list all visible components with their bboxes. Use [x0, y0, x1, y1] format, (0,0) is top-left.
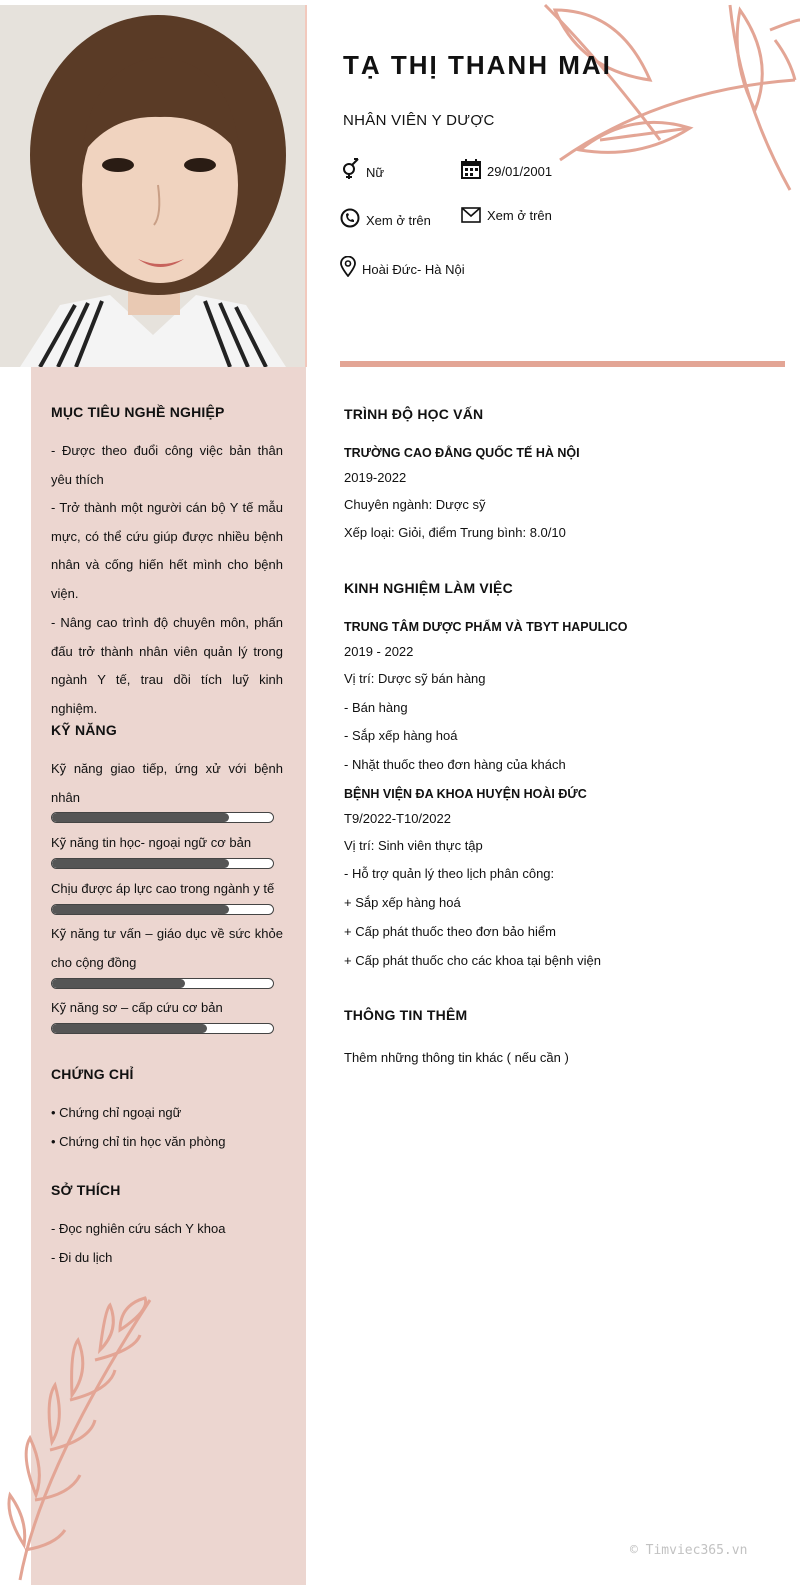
- email-info: [461, 207, 552, 223]
- leaf-decoration-top: [540, 0, 800, 200]
- email-value: Xem ở trên: [487, 207, 552, 223]
- job-title: NHÂN VIÊN Y DƯỢC: [343, 112, 495, 129]
- birthdate-info: [461, 158, 552, 179]
- phone-value: Xem ở trên: [366, 213, 431, 228]
- objective-line: - Trở thành một người cán bộ Y tế mẫu mực, có thể cứu giúp được nhiều bệnh nhân và cống hiến hết mình cho bệnh viện.: [51, 500, 283, 602]
- skill-bar-fill: [52, 1024, 207, 1033]
- leaf-decoration-bottom: [0, 1290, 160, 1585]
- envelope-icon: [461, 207, 481, 223]
- job-line: + Cấp phát thuốc cho các khoa tại bệnh viện: [344, 953, 601, 968]
- education-grade: Xếp loại: Giỏi, điểm Trung bình: 8.0/10: [344, 525, 566, 540]
- gender-value: Nữ: [366, 164, 385, 180]
- watermark: © Timviec365.vn: [630, 1543, 748, 1558]
- hobby-item: - Đọc nghiên cứu sách Y khoa: [51, 1221, 226, 1236]
- address-info: [340, 256, 465, 277]
- education-major: Chuyên ngành: Dược sỹ: [344, 497, 486, 512]
- education-school: TRƯỜNG CAO ĐẲNG QUỐC TẾ HÀ NỘI: [344, 446, 580, 460]
- skill-name: Kỹ năng tin học- ngoại ngữ cơ bản: [51, 835, 252, 850]
- skill-bar-fill: [52, 813, 229, 822]
- skill-name: Kỹ năng giao tiếp, ứng xử với bệnh nhân: [51, 761, 283, 805]
- skill-bar-fill: [52, 979, 185, 988]
- job-line: - Hỗ trợ quản lý theo lịch phân công:: [344, 866, 555, 881]
- objective-line: - Được theo đuổi công việc bản thân yêu thích: [51, 443, 283, 487]
- candidate-name: TẠ THỊ THANH MAI: [343, 50, 612, 80]
- certificate-item: • Chứng chỉ tin học văn phòng: [51, 1134, 226, 1149]
- job-company: TRUNG TÂM DƯỢC PHẨM VÀ TBYT HAPULICO: [344, 620, 628, 634]
- job-line: - Sắp xếp hàng hoá: [344, 728, 458, 743]
- job-line: Vị trí: Sinh viên thực tập: [344, 838, 483, 853]
- hobby-item: - Đi du lịch: [51, 1250, 113, 1265]
- job-line: + Sắp xếp hàng hoá: [344, 895, 461, 910]
- job-line: Vị trí: Dược sỹ bán hàng: [344, 671, 486, 686]
- certificate-item: • Chứng chỉ ngoại ngữ: [51, 1105, 182, 1120]
- job-period: T9/2022-T10/2022: [344, 811, 451, 826]
- skill-bar: [51, 904, 274, 915]
- job-line: - Nhặt thuốc theo đơn hàng của khách: [344, 757, 566, 772]
- certificates-title: CHỨNG CHỈ: [51, 1066, 134, 1082]
- education-title: TRÌNH ĐỘ HỌC VẤN: [344, 406, 484, 422]
- extra-title: THÔNG TIN THÊM: [344, 1007, 468, 1023]
- skill-bar: [51, 978, 274, 989]
- birthdate-value: 29/01/2001: [487, 164, 553, 179]
- skill-bar-fill: [52, 905, 229, 914]
- skill-name: Kỹ năng tư vấn – giáo dục về sức khỏe cho cộng đồng: [51, 926, 283, 970]
- gender-icon: [340, 158, 360, 180]
- location-pin-icon: [340, 256, 356, 277]
- skill-bar-fill: [52, 859, 229, 868]
- skill-name: Kỹ năng sơ – cấp cứu cơ bản: [51, 1000, 223, 1015]
- hobbies-title: SỞ THÍCH: [51, 1182, 121, 1198]
- skills-title: KỸ NĂNG: [51, 722, 117, 738]
- photo-border: [305, 5, 307, 367]
- objective-line: - Nâng cao trình độ chuyên môn, phấn đấu trở thành nhân viên quản lý trong ngành Y tế, trau dồi tích luỹ kinh nghiệm.: [51, 615, 283, 717]
- address-value: Hoài Đức- Hà Nội: [362, 262, 465, 277]
- skill-bar: [51, 1023, 274, 1034]
- calendar-icon: [461, 159, 481, 179]
- job-line: - Bán hàng: [344, 700, 408, 715]
- extra-text: Thêm những thông tin khác ( nếu cần ): [344, 1050, 569, 1065]
- skill-name: Chịu được áp lực cao trong ngành y tế: [51, 881, 275, 896]
- gender-info: [340, 158, 384, 180]
- job-line: + Cấp phát thuốc theo đơn bảo hiểm: [344, 924, 556, 939]
- phone-info: [340, 207, 431, 228]
- profile-photo: [0, 5, 306, 367]
- header-divider: [340, 361, 785, 367]
- experience-title: KINH NGHIỆM LÀM VIỆC: [344, 580, 513, 596]
- skill-bar: [51, 858, 274, 869]
- skill-bar: [51, 812, 274, 823]
- objective-title: MỤC TIÊU NGHỀ NGHIỆP: [51, 404, 225, 420]
- job-company: BỆNH VIỆN ĐA KHOA HUYỆN HOÀI ĐỨC: [344, 787, 587, 801]
- phone-icon: [340, 208, 360, 228]
- job-period: 2019 - 2022: [344, 644, 414, 659]
- education-period: 2019-2022: [344, 470, 407, 485]
